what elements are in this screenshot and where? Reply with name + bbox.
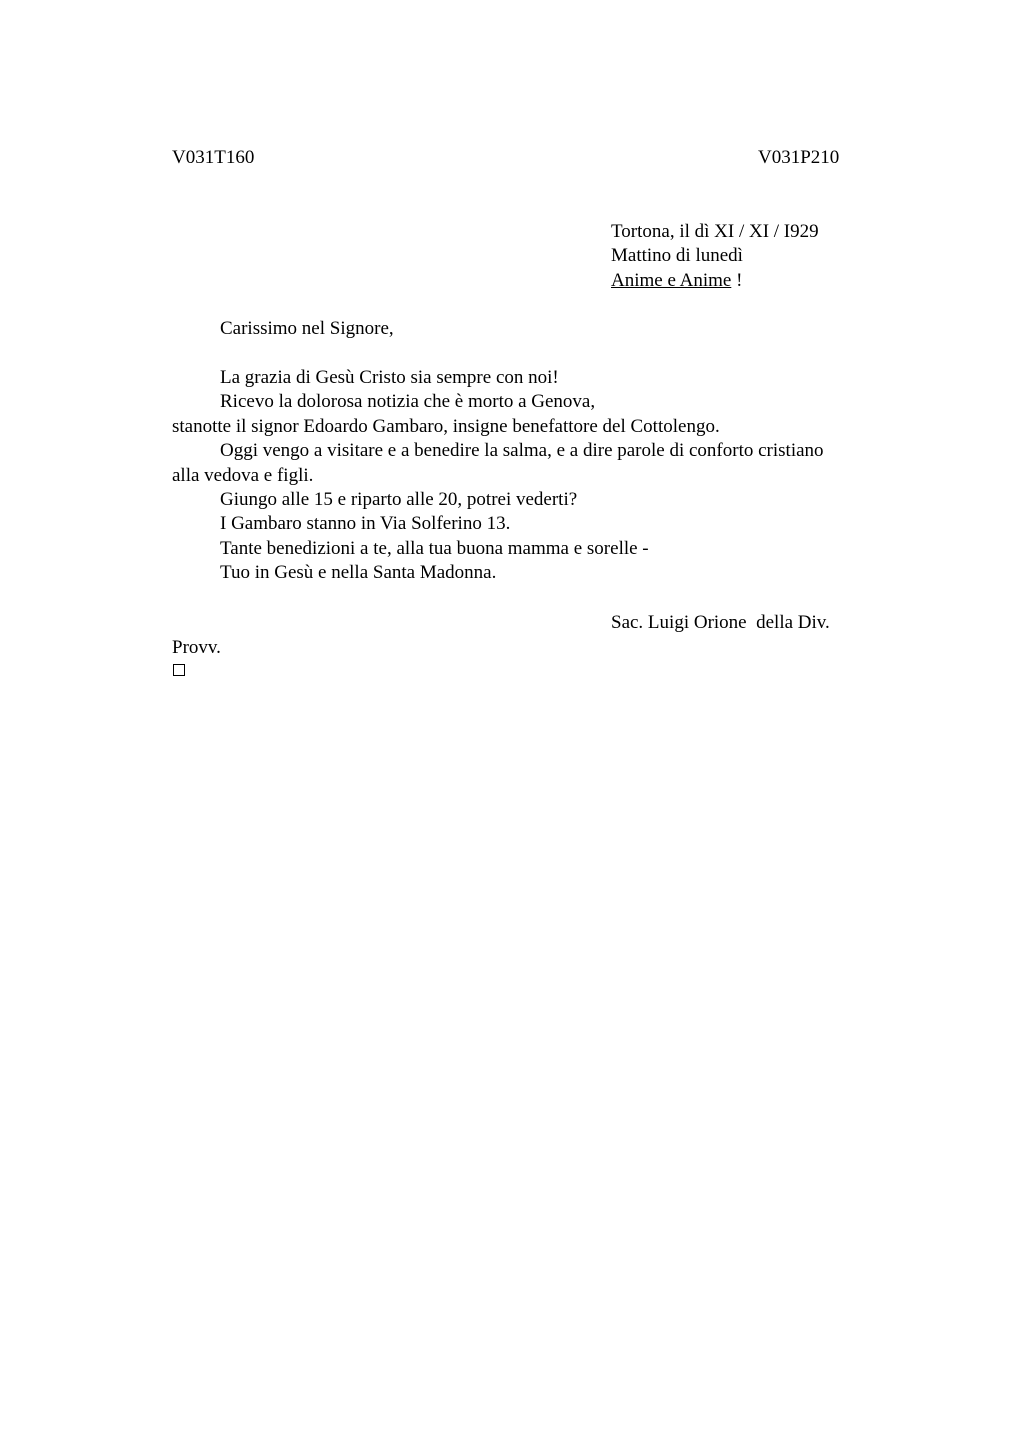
body-line: alla vedova e figli. bbox=[172, 464, 314, 486]
letter-body bbox=[172, 366, 892, 586]
body-line: Oggi vengo a visitare e a benedire la salma, e a dire parole di conforto cristiano bbox=[220, 440, 824, 462]
body-line: I Gambaro stanno in Via Solferino 13. bbox=[220, 513, 511, 535]
empty-box-icon bbox=[173, 664, 185, 676]
body-line: Tuo in Gesù e nella Santa Madonna. bbox=[220, 562, 497, 584]
letter-header bbox=[611, 220, 819, 293]
motto-underlined: Anime e Anime bbox=[611, 269, 732, 291]
document-code-right: V031P210 bbox=[758, 147, 840, 168]
document-code-left: V031T160 bbox=[172, 147, 255, 168]
body-line: La grazia di Gesù Cristo sia sempre con noi! bbox=[220, 367, 559, 388]
signature: Sac. Luigi Orione della Div. bbox=[611, 612, 830, 633]
body-line: Giungo alle 15 e riparto alle 20, potrei vederti? bbox=[220, 489, 578, 511]
time-note: Mattino di lunedì bbox=[611, 245, 743, 267]
signature-continuation: Provv. bbox=[172, 637, 221, 658]
motto-suffix: ! bbox=[731, 269, 743, 291]
salutation: Carissimo nel Signore, bbox=[220, 318, 394, 339]
motto bbox=[611, 269, 819, 293]
body-line: Ricevo la dolorosa notizia che è morto a Genova, bbox=[220, 391, 596, 413]
place-date: Tortona, il dì XI / XI / I929 bbox=[611, 221, 819, 242]
body-line: stanotte il signor Edoardo Gambaro, insigne benefattore del Cottolengo. bbox=[172, 415, 720, 437]
body-line: Tante benedizioni a te, alla tua buona mamma e sorelle - bbox=[220, 537, 649, 559]
